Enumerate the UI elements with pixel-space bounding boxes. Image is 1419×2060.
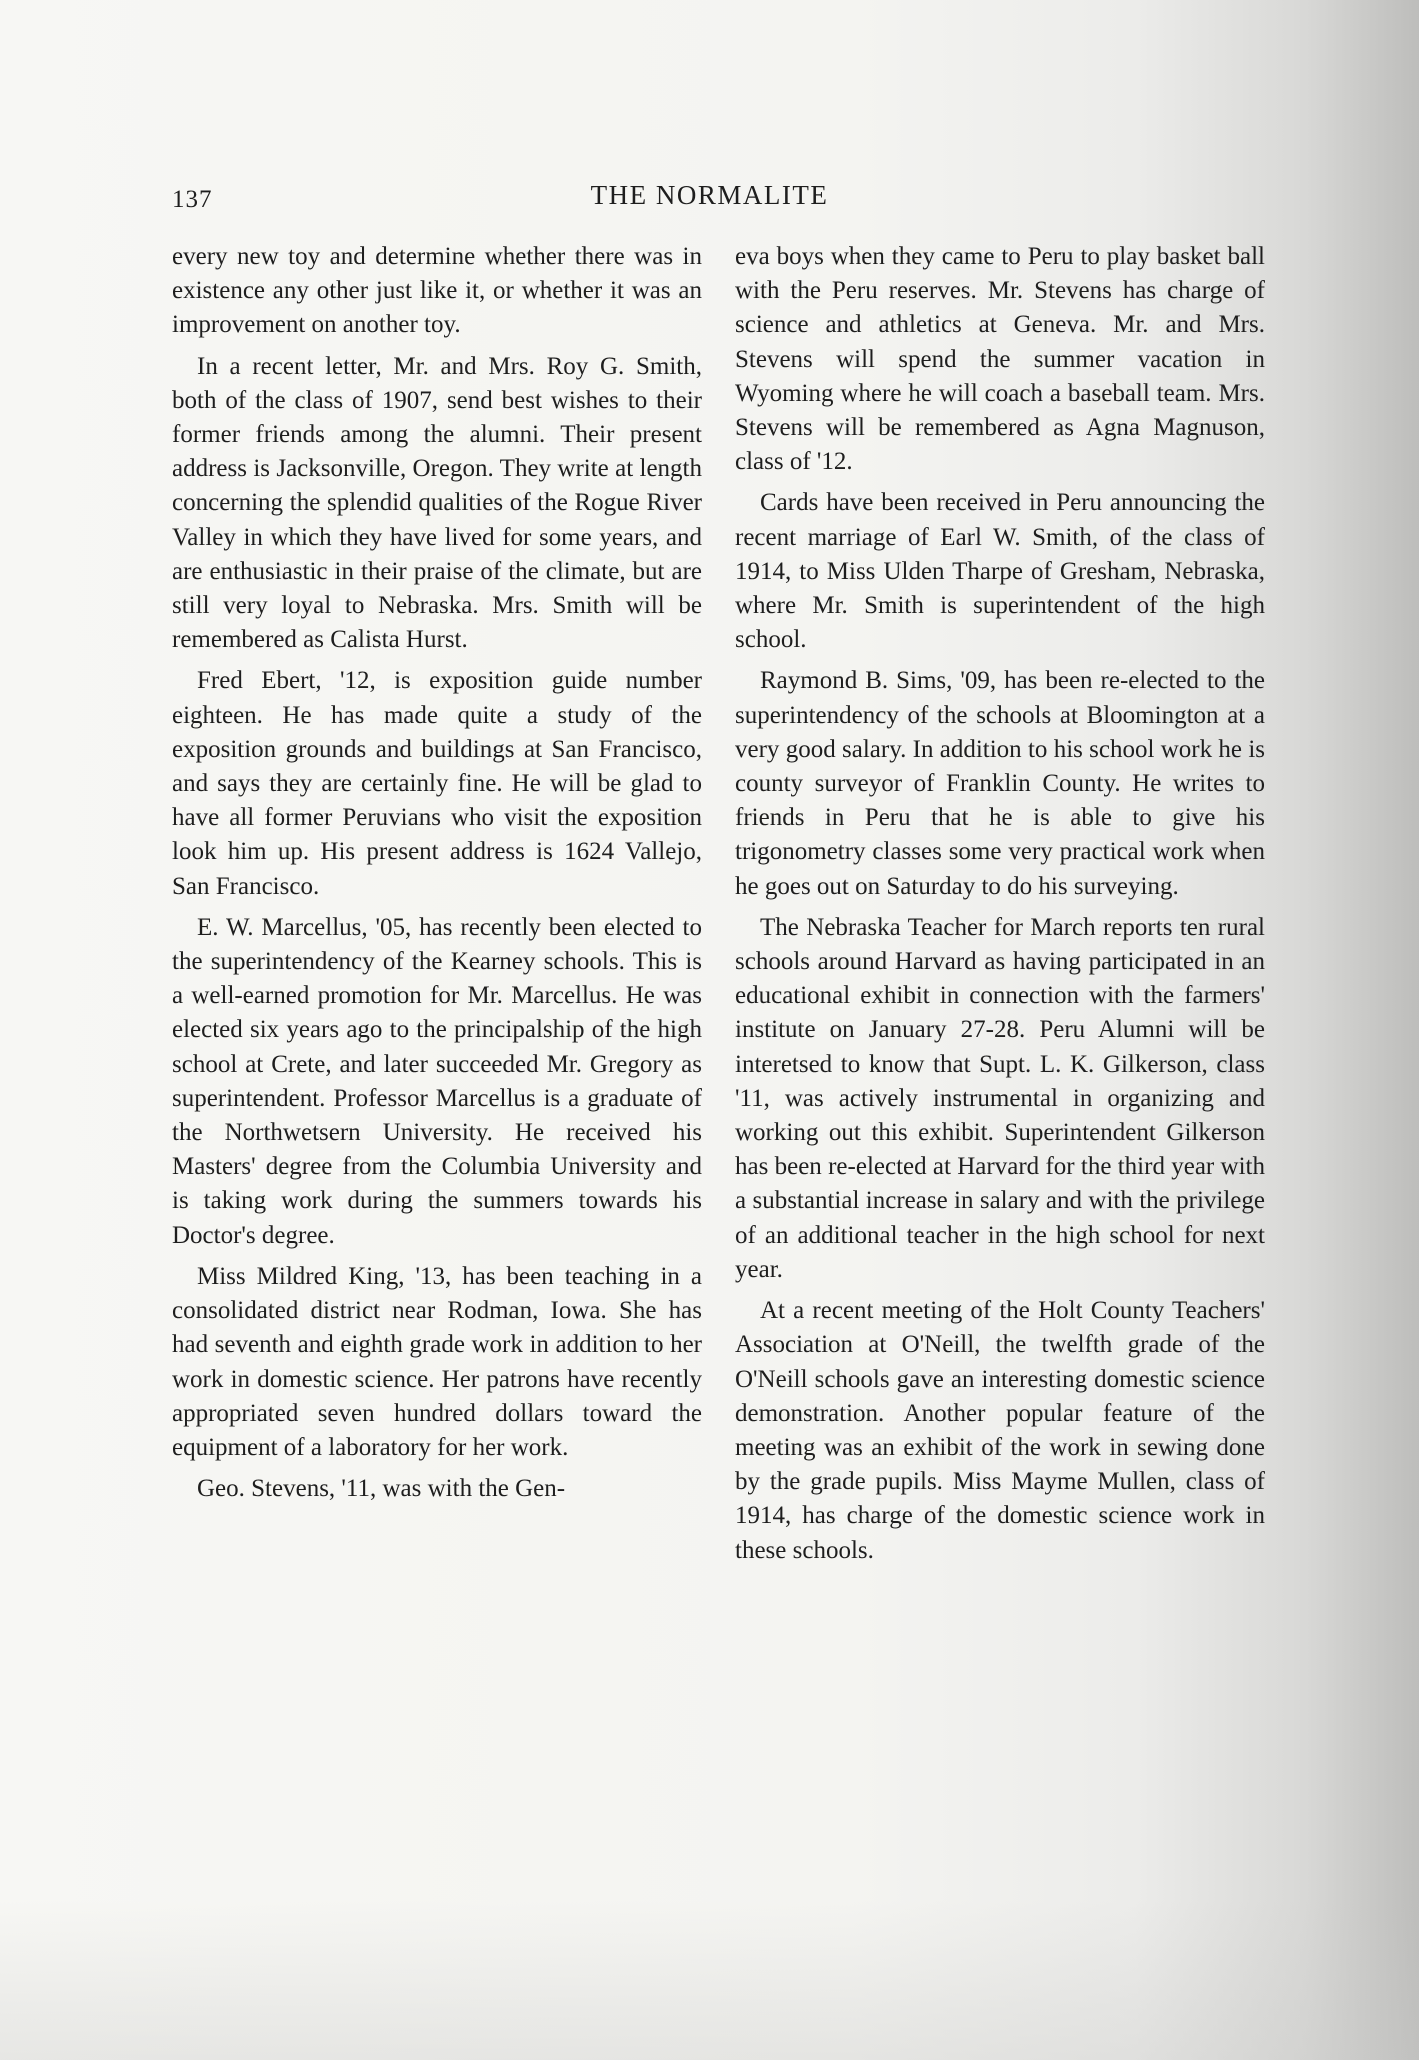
paragraph-geo-stevens-continuation: eva boys when they came to Peru to play basket ball with the Peru reserves. Mr. Stevens has charge of science and athletics at Geneva. Mr. and Mrs. Stevens will spend the summer vacation in Wyoming where he will coach a baseball team. Mrs. Stevens will be remembered as Agna Magnuson, class of '12. — [735, 243, 1265, 476]
paragraph-raymond-sims: Raymond B. Sims, '09, has been re-elected to the superintendency of the schools at Bloomington at a very good salary. In addition to his school work he is county surveyor of Franklin County. He writes to friends in Peru that he is able to give his trigonometry classes some very practical work when he goes out on Saturday to do his surveying. — [735, 667, 1265, 900]
paragraph-toy-continuation: every new toy and determine whether there was in existence any other just like it, or whether it was an improvement on another toy. — [172, 243, 702, 339]
running-head-title: THE NORMALITE — [590, 180, 829, 210]
paragraph-earl-smith: Cards have been received in Peru announcing the recent marriage of Earl W. Smith, of the class of 1914, to Miss Ulden Tharpe of Gresham, Nebraska, where Mr. Smith is superintendent of the high school. — [735, 489, 1265, 654]
paragraph-marcellus: E. W. Marcellus, '05, has recently been elected to the superintendency of the Kearney schools. This is a well-earned promotion for Mr. Marcellus. He was elected six years ago to the principalship of the high school at Crete, and later succeeded Mr. Gregory as superintendent. Professor Marcellus is a graduate of the Northwetsern University. He received his Masters' degree from the Columbia University and is taking work during the summers towards his Doctor's degree. — [172, 913, 702, 1249]
left-column — [172, 240, 702, 1513]
page-number: 137 — [172, 186, 213, 213]
paragraph-nebraska-teacher: The Nebraska Teacher for March reports ten rural schools around Harvard as having participated in an educational exhibit in connection with the farmers' institute on January 27-28. Peru Alumni will be interetsed to know that Supt. L. K. Gilkerson, class '11, was actively instrumental in organizing and working out this exhibit. Superintendent Gilkerson has been re-elected at Harvard for the third year with a substantial increase in salary and with the privilege of an additional teacher in the high school for next year. — [735, 913, 1265, 1283]
paragraph-holt-county: At a recent meeting of the Holt County Teachers' Association at O'Neill, the twelfth grade of the O'Neill schools gave an interesting domestic science demonstration. Another popular feature of the meeting was an exhibit of the work in sewing done by the grade pupils. Miss Mayme Mullen, class of 1914, has charge of the domestic science work in these schools. — [735, 1297, 1265, 1564]
paragraph-roy-smith: In a recent letter, Mr. and Mrs. Roy G. Smith, both of the class of 1907, send best wishes to their former friends among the alumni. Their present address is Jacksonville, Oregon. They write at length concerning the splendid qualities of the Rogue River Valley in which they have lived for some years, and are enthusiastic in their praise of the climate, but are still very loyal to Nebraska. Mrs. Smith will be remembered as Calista Hurst. — [172, 352, 702, 654]
paragraph-fred-ebert: Fred Ebert, '12, is exposition guide number eighteen. He has made quite a study of the exposition grounds and buildings at San Francisco, and says they are certainly fine. He will be glad to have all former Peruvians who visit the exposition look him up. His present address is 1624 Vallejo, San Francisco. — [172, 667, 702, 900]
paragraph-geo-stevens-start: Geo. Stevens, '11, was with the Gen- — [197, 1475, 566, 1503]
paragraph-mildred-king: Miss Mildred King, '13, has been teaching in a consolidated district near Rodman, Iowa. She has had seventh and eighth grade work in addition to her work in domestic science. Her patrons have recently appropriated seven hundred dollars toward the equipment of a laboratory for her work. — [172, 1262, 702, 1461]
right-column — [735, 240, 1265, 1575]
